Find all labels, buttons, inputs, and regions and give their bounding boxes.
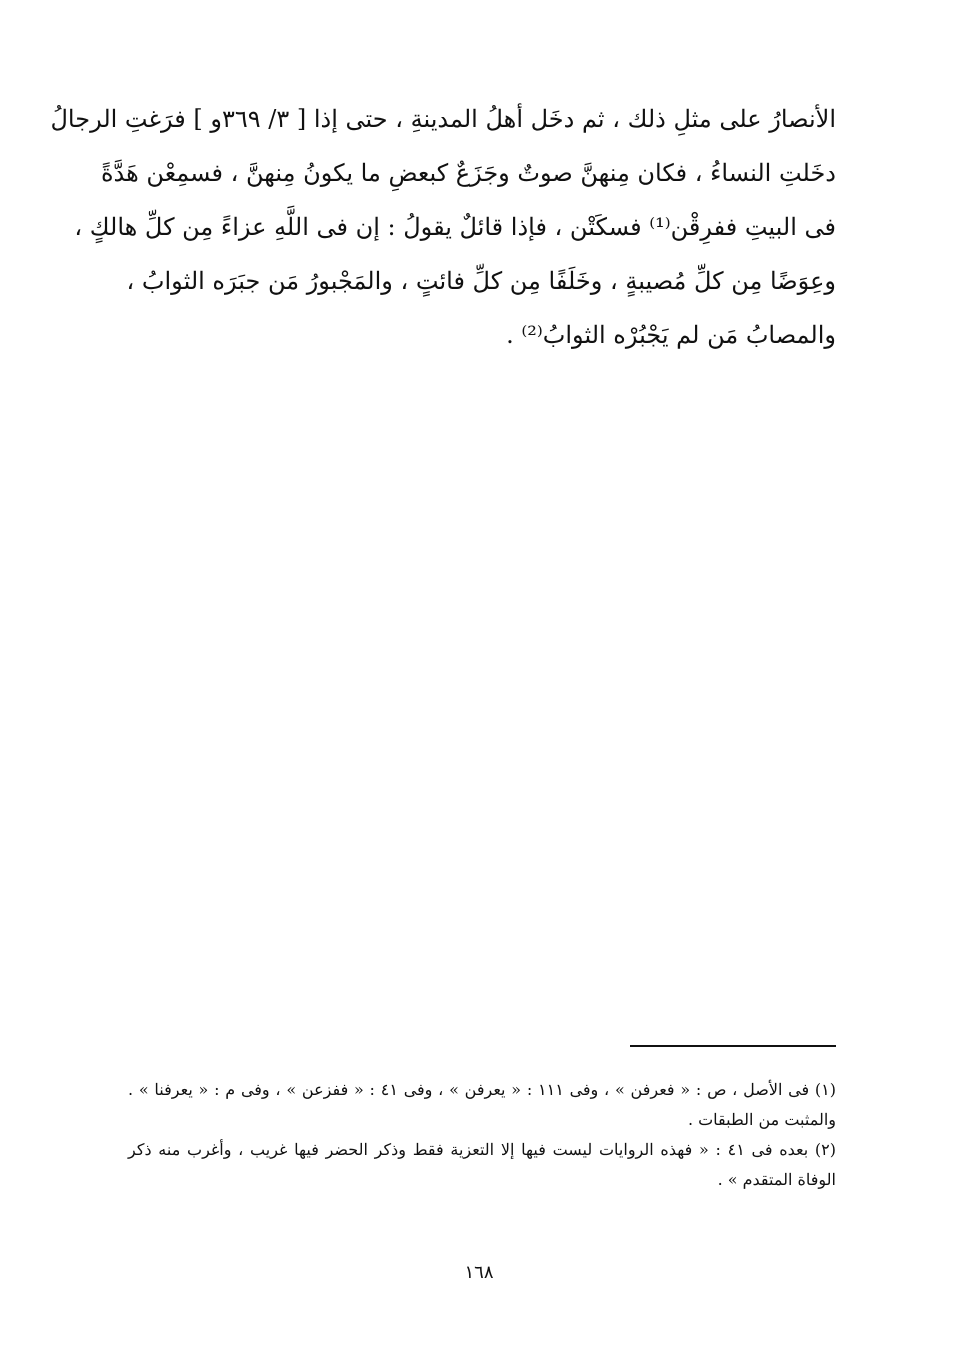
page-number: ١٦٨ [464,1262,494,1283]
footnote-separator [630,1045,836,1047]
footnote-1-line-2: والمثبت من الطبقات . [687,1110,836,1129]
footnotes [128,1075,836,1195]
text-line-3: فى البيتِ ففرِقْن⁽¹⁾ فسكَتْن ، فإذا قائلٌ يقولُ : إن فى اللَّهِ عزاءً مِن كلِّ هالكٍ ، [74,213,836,241]
footnote-2-line-1: (٢) بعده فى ٤١ : « فهذه الروايات ليست فيها إلا التعزية فقط وذكر الحضر فيها غريب ، وأغرب منه ذكر [128,1140,837,1159]
footnote-2-line-2: الوفاة المتقدم » . [717,1170,836,1189]
text-line-5: والمصابُ مَن لم يَجْبُرْه الثوابُ⁽²⁾ . [506,321,836,349]
text-line-1: الأنصارُ على مثلِ ذلك ، ثم دخَل أهلُ المدينةِ ، حتى إذا [ ٣/ ٣٦٩و ] فرَغتِ الرجالُ [50,105,836,133]
footnote-1-line-1: (١) فى الأصل ، ص : « فعرفن » ، وفى ١١١ : « يعرفن » ، وفى ٤١ : « ففزعن » ، وفى م : « يعرفنا » . [128,1080,837,1099]
text-line-2: دخَلتِ النساءُ ، فكان مِنهنَّ صوتٌ وجَزَعٌ كبعضِ ما يكونُ مِنهنَّ ، فسمِعْن هَدَّةً [100,159,836,187]
main-text [50,92,836,362]
text-line-4: وعِوَضًا مِن كلِّ مُصيبةٍ ، وخَلَفًا مِن كلِّ فائتٍ ، والمَجْبورُ مَن جبَرَه الثوابُ ، [126,267,836,295]
